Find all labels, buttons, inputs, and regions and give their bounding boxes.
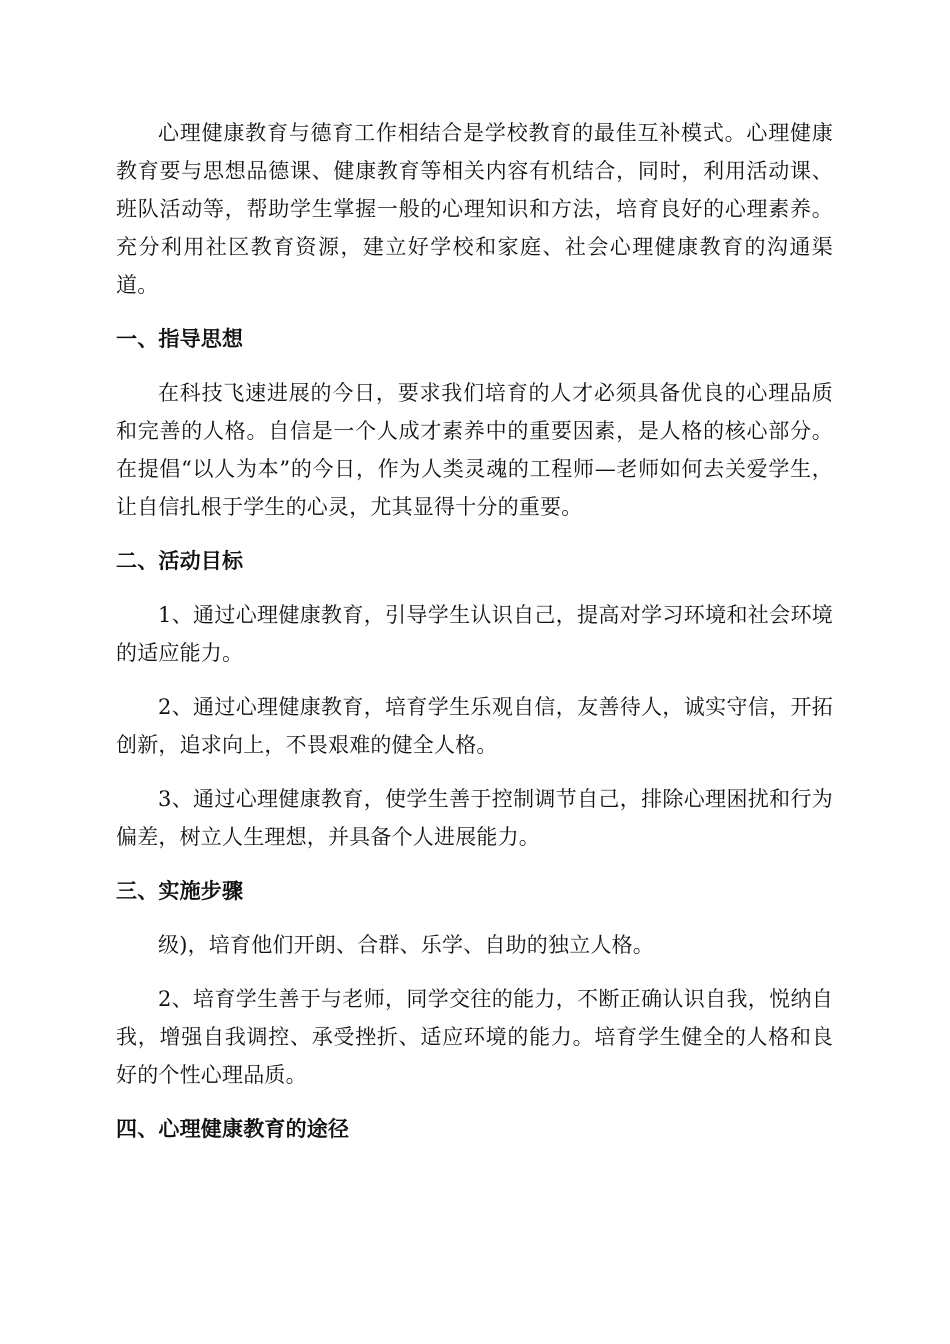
section-heading-4: 四、心理健康教育的途径 — [116, 1117, 350, 1141]
section-heading-3: 三、实施步骤 — [116, 879, 244, 903]
guiding-paragraph: 在科技飞速进展的今日，要求我们培育的人才必须具备优良的心理品质和完善的人格。自信是一个人成才素养中的重要因素，是人格的核心部分。在提倡“以人为本”的今日，作为人类灵魂的工程师—老师如何去关爱学生，让自信扎根于学生的心灵，尤其显得十分的重要。 — [116, 381, 833, 519]
document-body — [116, 114, 833, 1164]
section-heading-2: 二、活动目标 — [116, 549, 244, 573]
step-paragraph-1: 级)，培育他们开朗、合群、乐学、自助的独立人格。 — [158, 933, 654, 957]
goal-paragraph-3: 3、通过心理健康教育，使学生善于控制调节自己，排除心理困扰和行为偏差，树立人生理想，并具备个人进展能力。 — [116, 787, 833, 849]
goal-paragraph-2: 2、通过心理健康教育，培育学生乐观自信，友善待人，诚实守信，开拓创新，追求向上，不畏艰难的健全人格。 — [116, 695, 833, 757]
section-heading-1: 一、指导思想 — [116, 327, 244, 351]
step-paragraph-2: 2、培育学生善于与老师，同学交往的能力，不断正确认识自我，悦纳自我，增强自我调控、承受挫折、适应环境的能力。培育学生健全的人格和良好的个性心理品质。 — [116, 987, 833, 1087]
intro-paragraph: 心理健康教育与德育工作相结合是学校教育的最佳互补模式。心理健康教育要与思想品德课、健康教育等相关内容有机结合，同时，利用活动课、班队活动等，帮助学生掌握一般的心理知识和方法，培育良好的心理素养。充分利用社区教育资源，建立好学校和家庭、社会心理健康教育的沟通渠道。 — [116, 121, 833, 297]
goal-paragraph-1: 1、通过心理健康教育，引导学生认识自己，提高对学习环境和社会环境的适应能力。 — [116, 603, 833, 665]
